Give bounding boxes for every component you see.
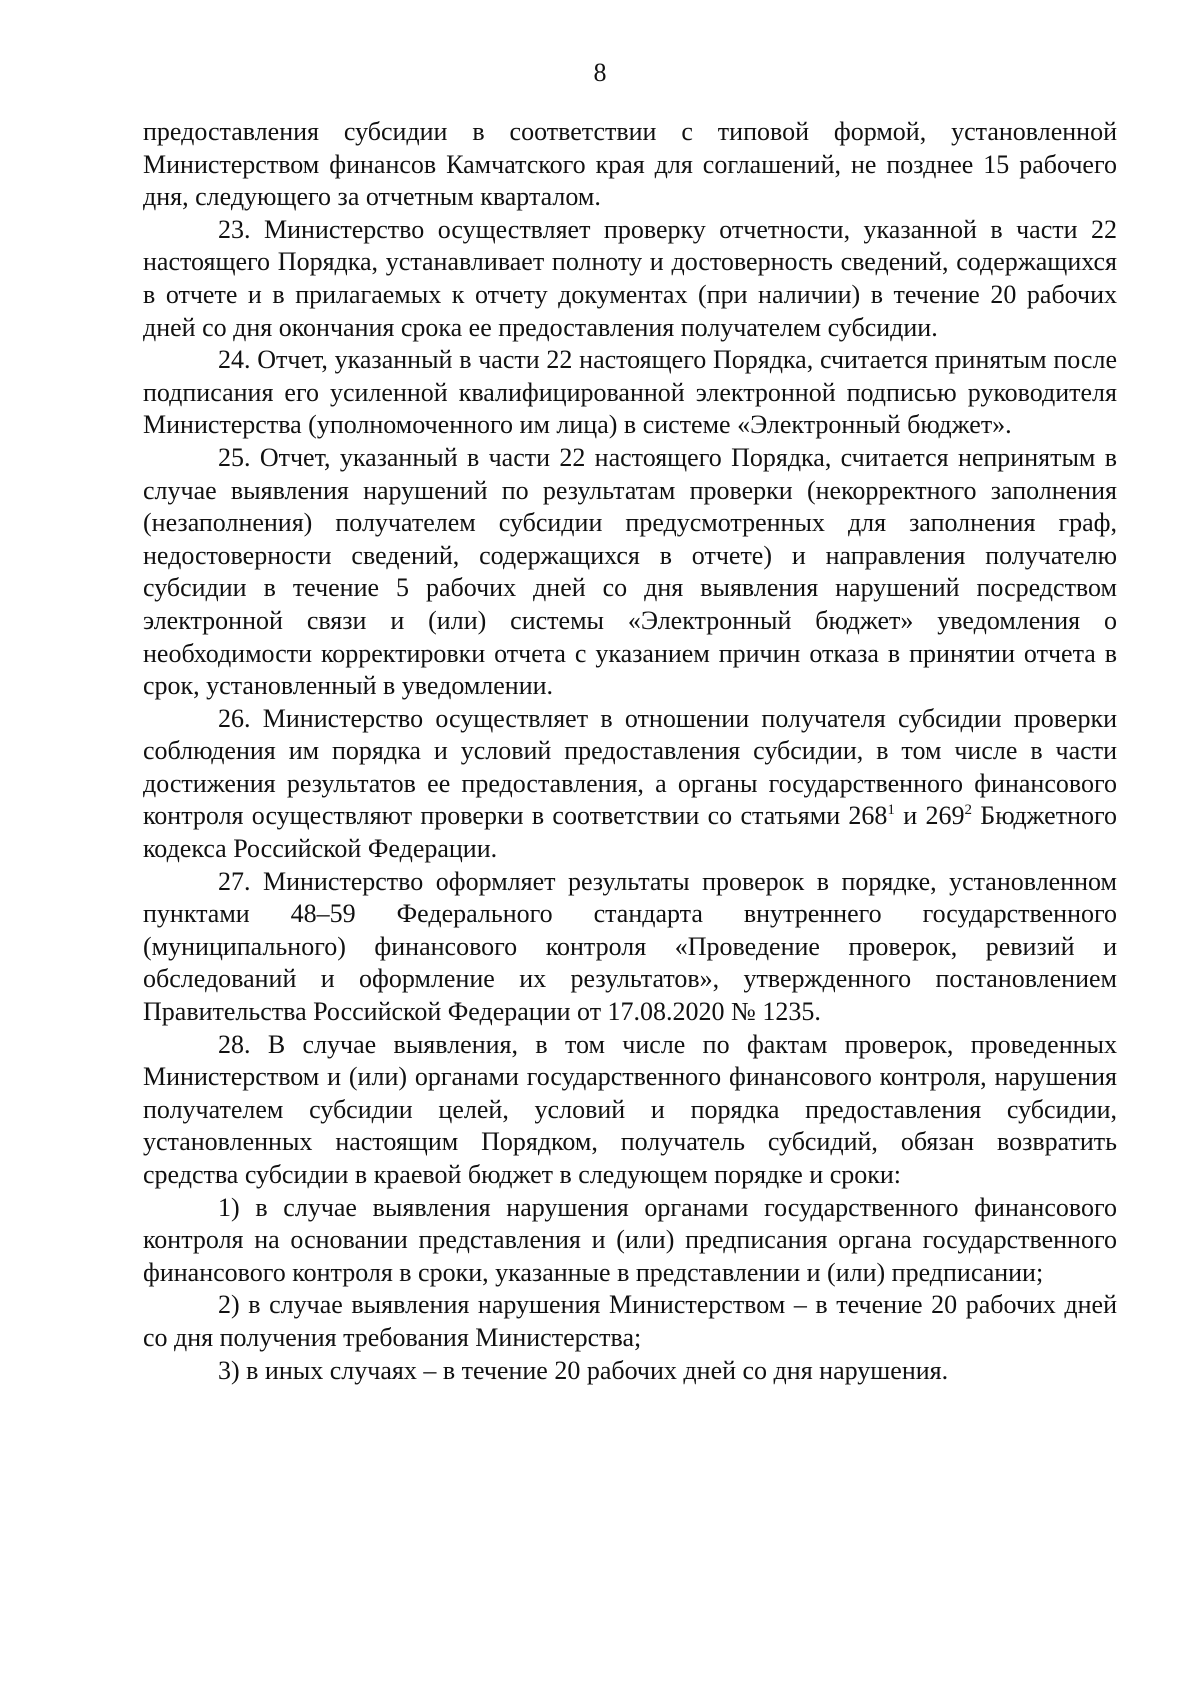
paragraph-28-item-1: 1) в случае выявления нарушения органами государственного финансового контроля на основании представления и (или) предписания органа государственного финансового контроля в сроки, указанные в представлении и (или) предписании; xyxy=(143,1192,1117,1287)
paragraph-25: 25. Отчет, указанный в части 22 настоящего Порядка, считается непринятым в случае выявления нарушений по результатам проверки (некорректного заполнения (незаполнения) получателем субсидии предусмотренных для заполнения граф, недостоверности сведений, содержащихся в отчете) и направления получателю субсидии в течение 5 рабочих дней со дня выявления нарушений посредством электронной связи и (или) системы «Электронный бюджет» уведомления о необходимости корректировки отчета с указанием причин отказа в принятии отчета в срок, установленный в уведомлении. xyxy=(143,442,1117,701)
paragraph-26 xyxy=(143,703,1117,866)
paragraph-26-text-middle: и 269 xyxy=(894,801,965,831)
superscript-2: 2 xyxy=(964,802,972,819)
paragraph-24: 24. Отчет, указанный в части 22 настоящего Порядка, считается принятым после подписания его усиленной квалифицированной электронной подписью руководителя Министерства (уполномоченного им лица) в системе «Электронный бюджет». xyxy=(143,345,1117,440)
paragraph-continuation: предоставления субсидии в соответствии с типовой формой, установленной Министерством финансов Камчатского края для соглашений, не позднее 15 рабочего дня, следующего за отчетным кварталом. xyxy=(143,117,1117,212)
document-body xyxy=(143,116,1117,1387)
paragraph-28-item-2: 2) в случае выявления нарушения Министерством – в течение 20 рабочих дней со дня получения требования Министерства; xyxy=(143,1290,1117,1352)
paragraph-27: 27. Министерство оформляет результаты проверок в порядке, установленном пунктами 48–59 Федерального стандарта внутреннего государственного (муниципального) финансового контроля «Проведение проверок, ревизий и обследований и оформление их результатов», утвержденного постановлением Правительства Российской Федерации от 17.08.2020 № 1235. xyxy=(143,866,1117,1027)
paragraph-28: 28. В случае выявления, в том числе по фактам проверок, проведенных Министерством и (или) органами государственного финансового контроля, нарушения получателем субсидии целей, условий и порядка предоставления субсидии, установленных настоящим Порядком, получатель субсидий, обязан возвратить средства субсидии в краевой бюджет в следующем порядке и сроки: xyxy=(143,1029,1117,1189)
page-number: 8 xyxy=(593,58,607,87)
paragraph-28-item-3: 3) в иных случаях – в течение 20 рабочих дней со дня нарушения. xyxy=(218,1355,949,1385)
paragraph-26-text-after: Бюджетного кодекса Российской Федерации. xyxy=(143,801,1117,864)
paragraph-26-text-before: 26. Министерство осуществляет в отношении получателя субсидии проверки соблюдения им порядка и условий предоставления субсидии, в том числе в части достижения результатов ее предоставления, а органы государственного финансового контроля осуществляют проверки в соответствии со статьями 268 xyxy=(143,703,1117,831)
superscript-1: 1 xyxy=(887,802,895,819)
paragraph-23: 23. Министерство осуществляет проверку отчетности, указанной в части 22 настоящего Порядка, устанавливает полноту и достоверность сведений, содержащихся в отчете и в прилагаемых к отчету документах (при наличии) в течение 20 рабочих дней со дня окончания срока ее предоставления получателем субсидии. xyxy=(143,214,1117,342)
